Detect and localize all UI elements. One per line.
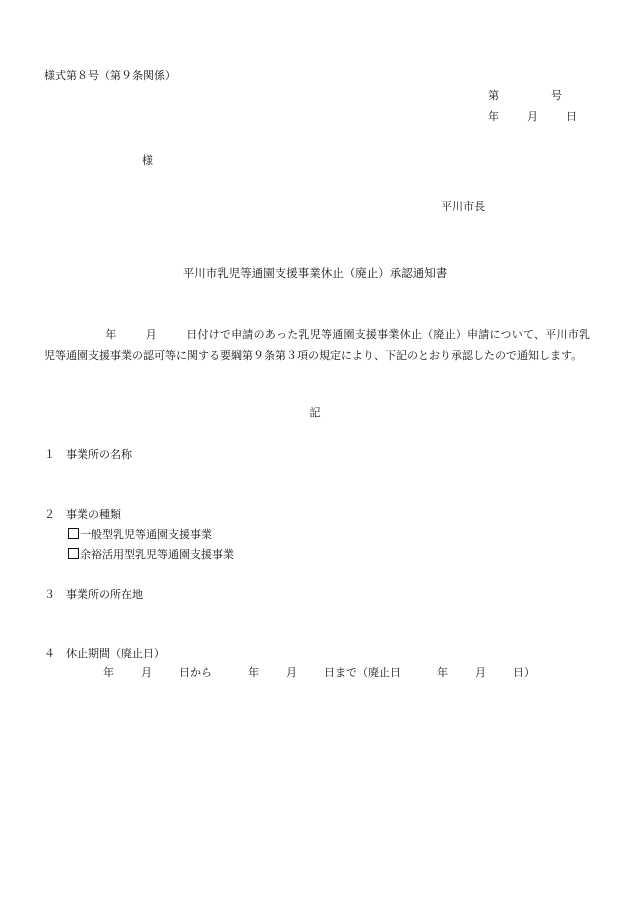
item-label: 事業所の所在地 [66,588,143,601]
doc-date-month: 月 [527,110,538,123]
suspension-period [103,664,535,680]
business-type-option-2[interactable] [68,546,234,562]
item-label: 休止期間（廃止日） [66,647,165,660]
item-3 [44,586,143,602]
abolish-year: 年 [437,666,448,679]
item-number: ３ [44,588,55,601]
addressee: 様 [142,154,153,167]
issuer: 平川市長 [441,200,485,213]
from-day: 日から [179,666,212,679]
doc-number-dai: 第 [488,89,499,102]
abolish-month: 月 [475,666,486,679]
item-number: １ [44,448,55,461]
checkbox-icon[interactable] [68,548,79,559]
item-label: 事業所の名称 [66,448,132,461]
body-text: 日付けで申請のあった乳児等通園支援事業休止（廃止）申請について、平川市乳児等通園支援事業の認可等に関する要綱第９条第３項の規定により、下記のとおり承認したので通知します。 [44,328,591,362]
to-day: 日まで [324,666,357,679]
item-2 [44,506,121,522]
document-title: 平川市乳児等通園支援事業休止（廃止）承認通知書 [182,266,448,280]
item-label: 事業の種類 [66,508,121,521]
checkbox-icon[interactable] [68,528,79,539]
item-number: ２ [44,508,55,521]
body-paragraph [44,324,590,366]
abolish-label: （廃止日 [357,666,401,679]
business-type-option-1[interactable] [68,526,212,542]
to-month: 月 [286,666,297,679]
form-number: 様式第８号（第９条関係） [44,69,176,82]
item-number: ４ [44,647,55,660]
doc-date-day: 日 [566,110,577,123]
business-type-label: 一般型乳児等通園支援事業 [80,528,212,541]
from-month: 月 [141,666,152,679]
body-date-month: 月 [145,328,157,341]
ki-heading: 記 [309,406,321,419]
item-1 [44,446,132,462]
doc-date-year: 年 [488,110,499,123]
document-date [488,108,577,124]
document-number [488,87,562,103]
from-year: 年 [103,666,114,679]
item-4 [44,645,165,661]
doc-number-go: 号 [551,89,562,102]
to-year: 年 [248,666,259,679]
business-type-label: 余裕活用型乳児等通園支援事業 [80,548,234,561]
body-date-year: 年 [105,328,117,341]
abolish-day: 日） [513,666,535,679]
